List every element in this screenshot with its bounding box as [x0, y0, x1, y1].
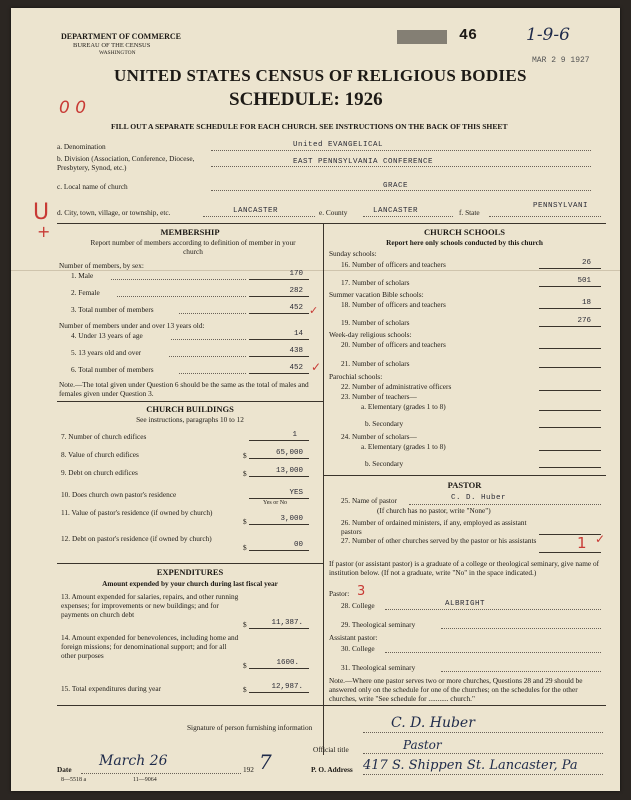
po-address-value: 417 S. Shippen St. Lancaster, Pa: [363, 758, 578, 773]
assistant-label: Assistant pastor:: [329, 633, 378, 642]
q4-label: 4. Under 13 years of age: [71, 331, 143, 340]
q23b-label: b. Secondary: [365, 419, 404, 428]
buildings-header: CHURCH BUILDINGS: [146, 404, 234, 414]
q13-label: 13. Amount expended for salaries, repairs, and other running expenses; for improvements or new buildings; and for payments on church debt: [61, 592, 239, 619]
received-stamp: MAR 2 9 1927: [532, 56, 590, 65]
handwritten-code: 1-9-6: [526, 25, 570, 45]
form-subtitle: SCHEDULE: 1926: [229, 89, 383, 110]
red-pencil-mark: 0 0: [59, 98, 87, 118]
official-title-value: Pastor: [403, 738, 442, 752]
city-label: d. City, town, village, or township, etc.: [57, 208, 171, 217]
q22-label: 22. Number of administrative officers: [341, 382, 452, 391]
q7-label: 7. Number of church edifices: [61, 432, 147, 441]
answer-14: 1600.: [276, 659, 299, 667]
county-label: e. County: [319, 208, 348, 217]
q23a-label: a. Elementary (grades 1 to 8): [361, 402, 446, 411]
q30-label: 30. College: [341, 644, 375, 653]
answer-7: 1: [292, 431, 297, 439]
signature-label: Signature of person furnishing information: [187, 723, 313, 732]
city-value: LANCASTER: [233, 207, 279, 215]
church-name-value: GRACE: [383, 182, 409, 190]
department-label: DEPARTMENT OF COMMERCE: [61, 32, 182, 41]
denomination-value: United EVANGELICAL: [293, 141, 384, 149]
signature-value: C. D. Huber: [391, 715, 475, 731]
answer-11: 3,000: [280, 515, 303, 523]
year-prefix: 192: [243, 765, 254, 774]
answer-8: 65,000: [275, 449, 303, 457]
summer-label: Summer vacation Bible schools:: [329, 290, 424, 299]
answer-16: 26: [581, 259, 591, 267]
q24-label: 24. Number of scholars—: [341, 432, 417, 441]
q28-label: 28. College: [341, 601, 375, 610]
answer-10: YES: [289, 489, 303, 497]
pastor-sub-label: Pastor:: [329, 589, 350, 598]
answer-18: 18: [581, 299, 591, 307]
q31-label: 31. Theological seminary: [341, 663, 416, 672]
form-number: 8—5518 a: [61, 777, 87, 783]
q1-label: 1. Male: [71, 271, 94, 280]
pastor-header: PASTOR: [447, 480, 482, 490]
q6-label: 6. Total number of members: [71, 365, 154, 374]
stamp-block: [397, 30, 447, 44]
q27-label: 27. Number of other churches served by the pastor or his assistants: [341, 536, 537, 545]
by-sex-label: Number of members, by sex:: [59, 261, 144, 270]
expenditures-header: EXPENDITURES: [156, 567, 224, 577]
red-check-27: ✓: [595, 532, 606, 546]
state-label: f. State: [459, 208, 480, 217]
form-title: UNITED STATES CENSUS OF RELIGIOUS BODIES: [114, 66, 527, 85]
sunday-label: Sunday schools:: [329, 249, 377, 258]
q11-label: 11. Value of pastor's residence (if owned by church): [61, 508, 213, 517]
q2-label: 2. Female: [71, 288, 100, 297]
denomination-label: a. Denomination: [57, 142, 106, 151]
division-label: b. Division (Association, Conference, Diocese, Presbytery, Synod, etc.): [57, 154, 195, 172]
membership-intro: Report number of members according to definition of member in your church: [90, 238, 296, 256]
q26-label: 26. Number of ordained ministers, if any, employed as assistant pastors: [341, 518, 527, 536]
answer-2: 282: [289, 287, 303, 295]
answer-4: 14: [293, 330, 303, 338]
q3-label: 3. Total number of members: [71, 305, 154, 314]
answer-3: 452: [289, 304, 303, 312]
q23-label: 23. Number of teachers—: [341, 392, 417, 401]
q20-label: 20. Number of officers and teachers: [341, 340, 446, 349]
weekday-label: Week-day religious schools:: [329, 330, 412, 339]
q14-label: 14. Amount expended for benevolences, including home and foreign missions; for denominational support; and for all other purposes: [61, 633, 239, 660]
state-value: PENNSYLVANI: [533, 202, 589, 210]
membership-note: Note.—The total given under Question 6 should be the same as the total of males and females given under Question 3.: [59, 380, 309, 398]
q24b-label: b. Secondary: [365, 459, 404, 468]
buildings-sub: See instructions, paragraphs 10 to 12: [136, 415, 244, 424]
fold-crease: [11, 270, 620, 271]
answer-6: 452: [289, 364, 303, 372]
pastor-name-value: C. D. Huber: [451, 494, 507, 502]
parochial-label: Parochial schools:: [329, 372, 383, 381]
red-plus-mark: +: [37, 222, 51, 241]
answer-13: 11,387.: [271, 619, 303, 627]
membership-header: MEMBERSHIP: [160, 227, 220, 237]
college-value: ALBRIGHT: [445, 600, 486, 608]
division-value: EAST PENNSYLVANIA CONFERENCE: [293, 158, 434, 166]
expenditures-sub: Amount expended by your church during last fiscal year: [102, 579, 278, 588]
q24a-label: a. Elementary (grades 1 to 8): [361, 442, 446, 451]
city-label: WASHINGTON: [99, 50, 136, 56]
instruction-line: FILL OUT A SEPARATE SCHEDULE FOR EACH CHURCH. SEE INSTRUCTIONS ON THE BACK OF THIS SHEET: [111, 122, 508, 131]
q15-label: 15. Total expenditures during year: [61, 684, 162, 693]
pastor-note: Note.—Where one pastor serves two or more churches, Questions 28 and 29 should be answered only on the schedule for one of the churches; on the schedules for the other churches, write "See schedule for ........... church.": [329, 676, 583, 703]
q19-label: 19. Number of scholars: [341, 318, 410, 327]
date-label: Date: [57, 765, 72, 774]
date-value: March 26: [99, 753, 168, 769]
yes-no-hint: Yes or No: [263, 500, 288, 506]
q10-label: 10. Does church own pastor's residence: [61, 490, 177, 499]
q5-label: 5. 13 years old and over: [71, 348, 142, 357]
answer-17: 501: [577, 277, 591, 285]
q9-label: 9. Debt on church edifices: [61, 468, 138, 477]
q16-label: 16. Number of officers and teachers: [341, 260, 446, 269]
church-name-label: c. Local name of church: [57, 182, 128, 191]
bureau-label: BUREAU OF THE CENSUS: [73, 42, 151, 49]
college-note: If pastor (or assistant pastor) is a graduate of a college or theological seminary, give name of institution below. (If not a graduate, write "No" in the space indicated.): [329, 559, 600, 577]
answer-12: 00: [293, 541, 303, 549]
q29-label: 29. Theological seminary: [341, 620, 416, 629]
stamp-number: 46: [459, 27, 478, 44]
answer-19: 276: [577, 317, 591, 325]
schools-header: CHURCH SCHOOLS: [424, 227, 505, 237]
answer-5: 438: [289, 347, 303, 355]
answer-15: 12,987.: [271, 683, 303, 691]
q8-label: 8. Value of church edifices: [61, 450, 139, 459]
answer-27: 1: [577, 534, 587, 552]
answer-1: 170: [289, 270, 303, 278]
year-suffix: 7: [259, 750, 272, 774]
q17-label: 17. Number of scholars: [341, 278, 410, 287]
q12-label: 12. Debt on pastor's residence (if owned by church): [61, 534, 212, 543]
answer-9: 13,000: [275, 467, 303, 475]
q25-note: (If church has no pastor, write "None"): [377, 506, 491, 515]
red-side-mark: U: [33, 200, 50, 225]
red-check-3: ✓: [309, 304, 319, 317]
q25-label: 25. Name of pastor: [341, 496, 397, 505]
county-value: LANCASTER: [373, 207, 419, 215]
under-over-label: Number of members under and over 13 years old:: [59, 321, 205, 330]
official-title-label: Official title: [313, 745, 349, 754]
schools-intro: Report here only schools conducted by this church: [386, 238, 543, 247]
census-schedule-sheet: DEPARTMENT OF COMMERCE BUREAU OF THE CENSUS WASHINGTON 46 1-9-6 MAR 2 9 1927 UNITED STATES CENSUS OF RELIGIOUS BODIES SCHEDULE: 1926 0 0 FILL OUT A SEPARATE SCHEDULE FOR EACH CHURCH. SEE INSTRUCTIONS ON THE BACK OF THIS SHEET a. Denomination United EVANGELICAL b. Division (Association, Conference, Diocese, Presbytery, Synod, etc.) EAST PENNSYLVANIA CONFERENCE c. Local name of church GRACE U + d. City, town, village, or township, etc. LANCASTER e. County LANCASTER f. State PENNSYLVANI MEMBERSHIP Report number of members according to definition of member in your church Number of members, by sex: 1. Male 170 2. Female 282 3. Total number of members 452 Number of members under and over 13 years old: 4. Under 13 years of age 14 5. 13 years old and over 438 6. Total number of members 452 Note.—The total given under Question 6 should be the same as the total of males and females given under Question 3. CHURCH BUILDINGS See instructions, paragraphs 10 to 12 7. Number of church edifices 1 8. Value of church edifices $ 65,000 9. Debt on church edifices $ 13,000 10. Does church own pastor's residence YES Yes or No 11. Value of pastor's residence (if owned by church) $ 3,000 12. Debt on pastor's residence (if owned by church) $ 00 EXPENDITURES Amount expended by your church during last fiscal year 13. Amount expended for salaries, repairs, and other running expenses; for improvements or new buildings; and for payments on church debt $ 11,387. 14. Amount expended for benevolences, including home and foreign missions; for denominational support; and for all other purposes $ 1600. 15. Total expenditures during year $ 12,987. CHURCH SCHOOLS Report here only schools conducted by this church Sunday schools: 16. Number of officers and teachers 26 17. Number of scholars 501 Summer vacation Bible schools: 18. Number of officers and teachers 18 19. Number of scholars 276 Week-day religious schools: 20. Number of officers and teachers 21. Number of scholars Parochial schools: 22. Number of administrative officers 23. Number of teachers— a. Elementary (grades 1 to 8) b. Secondary 24. Number of scholars— a. Elementary (grades 1 to 8) b. Secondary PASTOR 25. Name of pastor C. D. Huber (If church has no pastor, write "None") 26. Number of ordained ministers, if any, employed as assistant pastors 27. Number of other churches served by the pastor or his assistants 1 If pastor (or assistant pastor) is a graduate of a college or theological seminary, give name of institution below. (If not a graduate, write "No" in the space indicated.) Pastor: 3 28. College ALBRIGHT 29. Theological seminary Assistant pastor: 30. College 31. Theological seminary Note.—Where one pastor serves two or more churches, Questions 28 and 29 should be answered only on the schedule for one of the churches; on the schedules for the other churches, write "See schedule for ........... church." Signature of person furnishing information C. D. Huber Official title Pastor Date March 26 192 7 P. O. Address 417 S. Shippen St. Lancaster, Pa 8—5518 a 11—9064 ✓ ✓ ✓: [11, 8, 620, 791]
po-address-label: P. O. Address: [311, 765, 353, 774]
q18-label: 18. Number of officers and teachers: [341, 300, 446, 309]
q21-label: 21. Number of scholars: [341, 359, 410, 368]
form-number-2: 11—9064: [133, 777, 157, 783]
red-check-6: ✓: [311, 360, 322, 374]
red-three-mark: 3: [357, 584, 366, 599]
